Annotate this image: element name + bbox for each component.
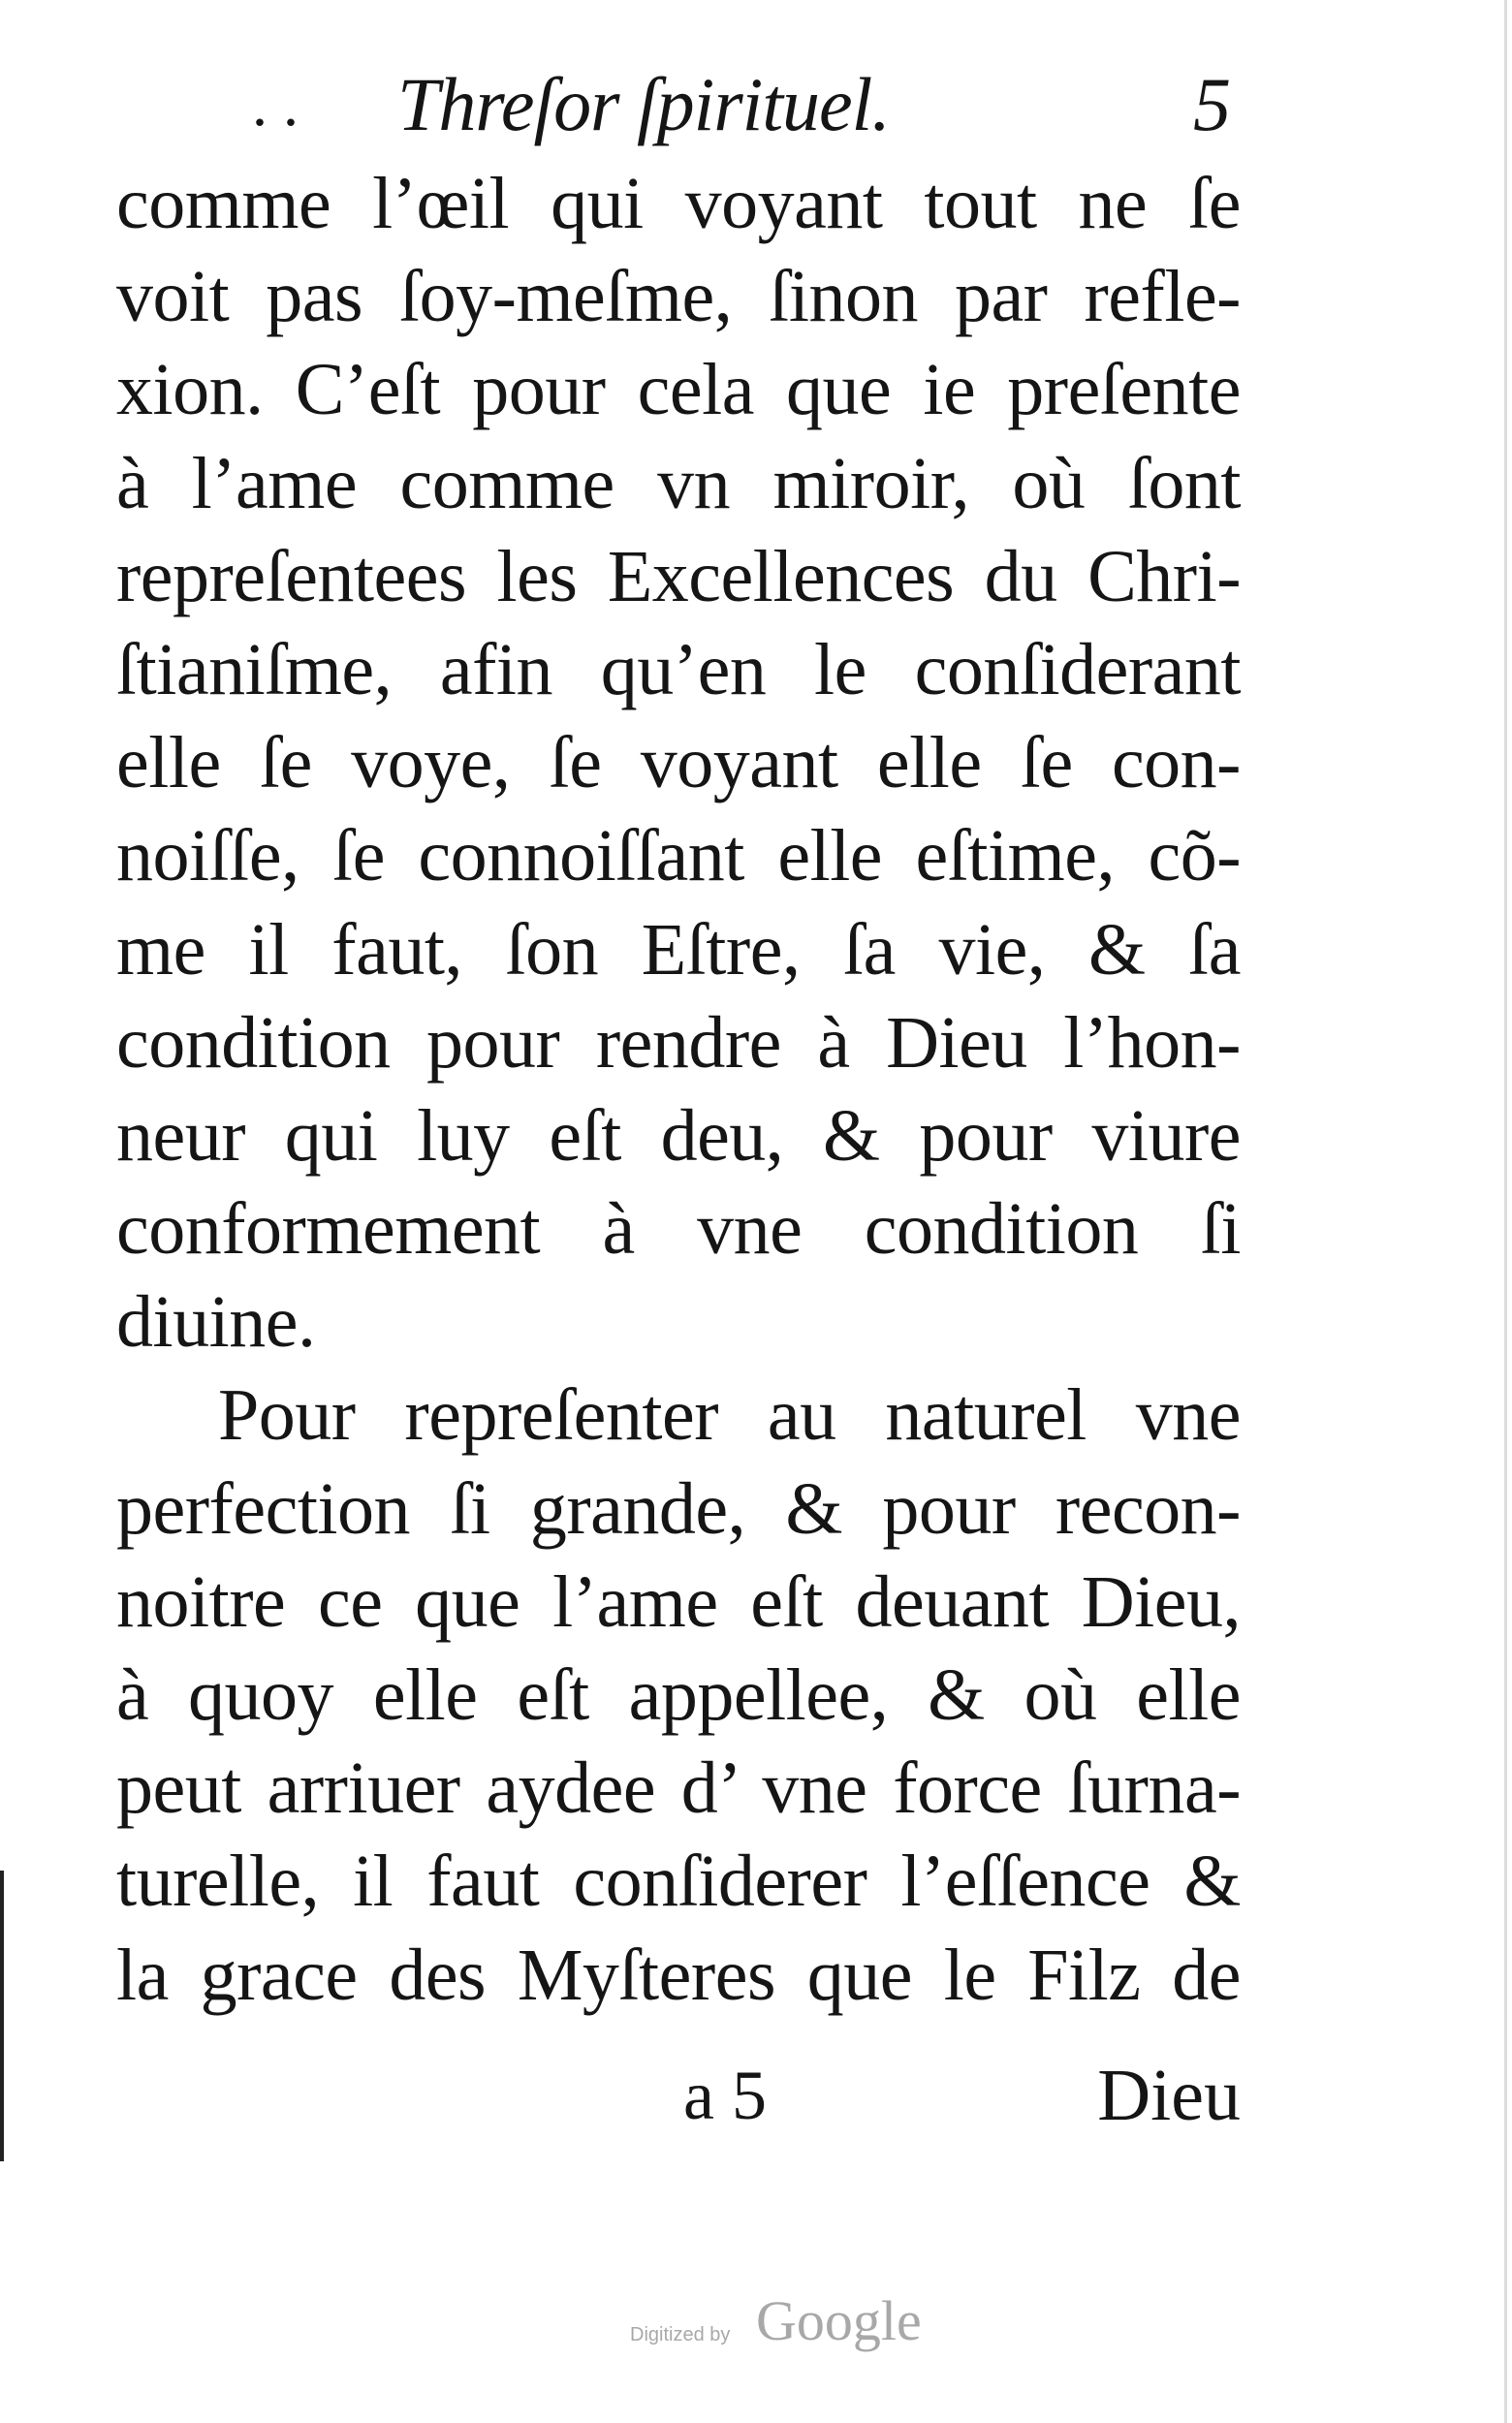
text-line: xion. C’eſt pour cela que ie preſente	[116, 349, 1241, 431]
page-foot	[116, 2047, 1241, 2144]
running-head-dots: . .	[252, 70, 299, 139]
text-line: repreſentees les Excellences du Chri-	[116, 535, 1241, 617]
text-line: me il faut, ſon Eſtre, ſa vie, & ſa	[116, 908, 1241, 991]
text-line: condition pour rendre à Dieu l’hon-	[116, 1001, 1241, 1084]
text-line: à l’ame comme vn miroir, où ſont	[116, 442, 1241, 524]
signature-mark: a 5	[683, 2057, 767, 2134]
running-title: Threſor ſpirituel.	[397, 62, 890, 146]
text-line: perfection ſi grande, & pour recon-	[116, 1467, 1241, 1550]
text-line: à quoy elle eſt appellee, & où elle	[116, 1654, 1241, 1736]
text-line: noiſſe, ſe connoiſſant elle eſtime, cõ-	[116, 815, 1241, 897]
text-line: la grace des Myſteres que le Filz de	[116, 1934, 1241, 2016]
digitized-watermark	[630, 2287, 950, 2365]
text-line: peut arriuer aydee d’ vne force ſurna-	[116, 1747, 1241, 1830]
catchword: Dieu	[1097, 2055, 1241, 2136]
watermark-small-text: Digitized by	[630, 2324, 731, 2345]
text-line: ſtianiſme, afin qu’en le conſiderant	[116, 628, 1241, 710]
text-line: noitre ce que l’ame eſt deuant Dieu,	[116, 1560, 1241, 1643]
running-head	[116, 56, 1241, 153]
scan-edge-mark	[0, 1871, 4, 2161]
text-line: neur qui luy eſt deu, & pour viure	[116, 1094, 1241, 1177]
text-line: turelle, il faut conſiderer l’eſſence &	[116, 1841, 1241, 1923]
text-line: conformement à vne condition ſi	[116, 1188, 1241, 1271]
body-text	[116, 157, 1241, 2022]
page-number: 5	[1193, 62, 1231, 146]
scan-edge-mark	[1504, 0, 1507, 2423]
text-line: diuine.	[116, 1281, 316, 1364]
paragraph-first-line: Pour repreſenter au naturel vne	[218, 1374, 1241, 1457]
text-line: voit pas ſoy-meſme, ſinon par refle-	[116, 256, 1241, 338]
text-line: elle ſe voye, ſe voyant elle ſe con-	[116, 722, 1241, 804]
text-line: comme l’œil qui voyant tout ne ſe	[116, 163, 1241, 244]
watermark-logo-text: Google	[756, 2289, 922, 2352]
